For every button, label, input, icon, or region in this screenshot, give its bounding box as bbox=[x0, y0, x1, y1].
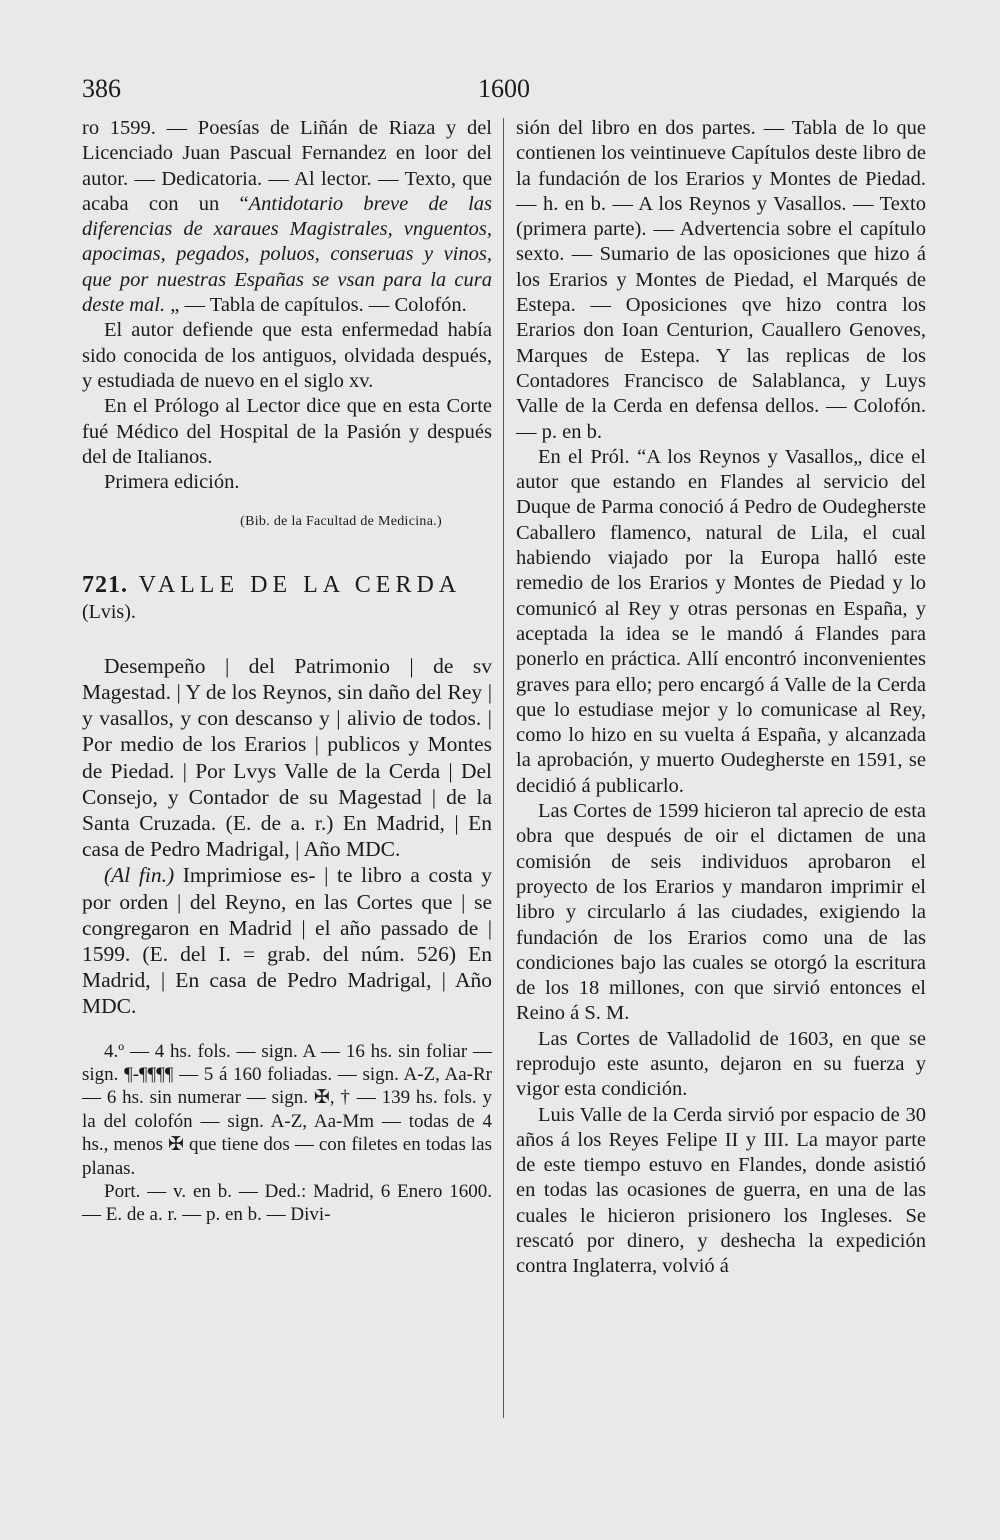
paragraph-division: sión del libro en dos partes. — Tabla de lo que contienen los veintinueve Capítulos deste libro de la fundación de los Erarios y Montes de Piedad. — h. en b. — A los Reynos y Vasallos. — Texto (primera parte). — Advertencia sobre el capítulo sexto. — Sumario de las oposiciones que hizo á los Erarios y Montes de Piedad, el Marqués de Estepa. — Oposiciones qve hizo contra los Erarios don Ioan Centurion, Cauallero Genoves, Marques de Estepa. Y las replicas de los Contadores Francisco de Salablanca, y Luys Valle de la Cerda en defensa dellos. — Colofón. — p. en b. bbox=[516, 117, 926, 443]
paragraph-prologue-story: En el Pról. “A los Reynos y Vasallos„ dice el autor que estando en Flandes al servicio del Duque de Parma conoció á Pedro de Oudegherste Caballero flamenco, natural de Lila, el cual habiendo viajado por la Europa halló este remedio de los Erarios y Montes de Piedad y lo comunicó al Rey y otras personas en España, y aceptada la idea se le mandó á Flandes para ponerlo en práctica. Allí encontró inconvenientes graves para ello; pero encargó á Valle de la Cerda que lo estudiase mejor y lo comunicase al Rey, como lo hizo en su vuelta á España, y alcanzada la aprobación, y muerto Oudegherste en 1591, se decidió á publicarlo. bbox=[516, 445, 926, 797]
library-source: (Bib. de la Facultad de Medicina.) bbox=[240, 514, 442, 530]
contents-text: ro 1599. — Poesías de Liñán de Riaza y del Licenciado Juan Pascual Fernandez en loor del autor. — Dedicatoria. — Al lector. — Texto, que acaba con un “ bbox=[82, 117, 492, 215]
page-header bbox=[0, 74, 1000, 114]
paragraph-author-claim: El autor defiende que esta enfermedad había sido conocida de los antiguos, olvidada después, y estudiada de nuevo en el siglo xv. bbox=[82, 319, 492, 392]
page-number: 386 bbox=[82, 74, 121, 103]
colophon-text: Imprimiose es- | te libro a costa y por orden | del Reyno, en las Cortes que | se congregaron en Madrid | el año passado de | 1599. (E. del I. = grab. del núm. 526) En Madrid, | En casa de Pedro Madrigal, | Año MDC. bbox=[82, 863, 493, 1019]
paragraph-contents bbox=[82, 116, 492, 318]
antidotario-title: Antidotario breve de las diferencias de xaraues Magistrales, vnguentos, apocimas, pegados, poluos, conseruas y vinos, que por nuestras Españas se vsan para la cura deste mal. bbox=[82, 192, 492, 317]
colophon-description bbox=[82, 862, 492, 1019]
physical-description: Port. — v. en b. — Ded.: Madrid, 6 Enero 1600. — E. de a. r. — p. en b. — Divi- bbox=[82, 1181, 492, 1226]
entry-number: 721. bbox=[82, 571, 128, 598]
title-description: Desempeño | del Patrimonio | de sv Magestad. | Y de los Reynos, sin daño del Rey | y vasallos, y con descanso y | alivio de todos. | Por medio de los Erarios | publicos y Montes de Piedad. | Por Lvys Valle de la Cerda | Del Consejo, y Contador de su Magestad | de la Santa Cruzada. (E. de a. r.) En Madrid, | En casa de Pedro Madrigal, | Año MDC. bbox=[82, 653, 492, 862]
entry-given-name: (Lvis). bbox=[82, 600, 136, 623]
column-divider bbox=[503, 118, 504, 1418]
entry-author: VALLE DE LA CERDA bbox=[138, 571, 462, 598]
colophon-label: (Al fin.) bbox=[104, 863, 175, 888]
paragraph-cortes-1599: Las Cortes de 1599 hicieron tal aprecio de esta obra que después de oir el dictamen de una comisión de seis individuos aprobaron el proyecto de los Erarios y mandaron imprimir el libro y circularlo á las ciudades, exigiendo la fundación de los Erarios como una de las condiciones bajo las cuales se otorgó la escritura de los 18 millones, con que sirvió entonces el Reino á S. M. bbox=[516, 800, 926, 1025]
collation: 4.º — 4 hs. fols. — sign. A — 16 hs. sin foliar — sign. ¶-¶¶¶¶ — 5 á 160 foliadas. — sign. A-Z, Aa-Rr — 6 hs. sin numerar — sign. ✠, † — 139 hs. fols. y la del colofón — sign. A-Z, Aa-Mm — todas de 4 hs., menos ✠ que tiene dos — con filetes en todas las planas. bbox=[82, 1040, 492, 1179]
entry-heading bbox=[82, 571, 492, 599]
paragraph-cortes-1603: Las Cortes de Valladolid de 1603, en que se reprodujo este asunto, dejaron en su fuerza y vigor esta condición. bbox=[516, 1027, 926, 1101]
running-year: 1600 bbox=[478, 74, 530, 103]
right-column bbox=[516, 116, 926, 1280]
contents-tail: „ — Tabla de capítulos. — Colofón. bbox=[165, 294, 467, 317]
paragraph-edition: Primera edición. bbox=[104, 471, 240, 494]
left-column bbox=[82, 116, 492, 1227]
paragraph-biography: Luis Valle de la Cerda sirvió por espacio de 30 años á los Reyes Felipe II y III. La mayor parte de este tiempo estuvo en Flandes, donde asistió en todas las ocasiones de guerra, en una de las cuales le hicieron prisionero los Ingleses. Se rescató por dinero, y deshecha la expedición contra Inglaterra, volvió á bbox=[516, 1103, 926, 1278]
paragraph-prologue: En el Prólogo al Lector dice que en esta Corte fué Médico del Hospital de la Pasión y después del de Italianos. bbox=[82, 395, 492, 468]
